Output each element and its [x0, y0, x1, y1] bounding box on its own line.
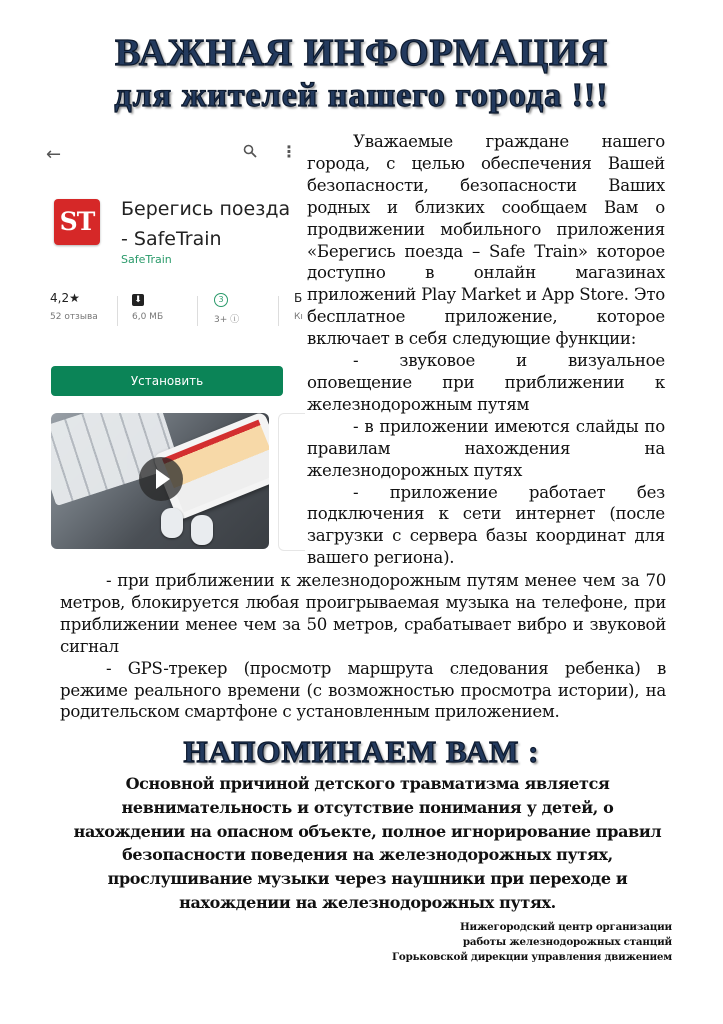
screenshot-card: [278, 413, 305, 551]
age-rating: 3+ ⓘ: [214, 315, 240, 325]
app-title-line2: - SafeTrain: [121, 228, 222, 250]
more-vert-icon: ⋮: [281, 142, 297, 161]
reminder-line: невнимательность и отсутствие понимания у детей, о: [121, 797, 614, 817]
stat-divider: [278, 296, 279, 326]
headline-title: ВАЖНАЯ ИНФОРМАЦИЯ: [114, 32, 609, 74]
reminder-line: нахождении на железнодорожных путях.: [179, 892, 556, 912]
play-icon[interactable]: [139, 457, 183, 501]
more-features: [60, 570, 666, 723]
reminder-text: [55, 772, 680, 915]
intro-text: [307, 131, 665, 569]
install-button[interactable]: Установить: [51, 366, 283, 396]
age-rating-icon: 3: [214, 293, 228, 307]
search-icon: [243, 144, 257, 158]
stat-size: [132, 290, 163, 330]
reminder-line: прослушивание музыки через наушники при переходе и: [107, 869, 628, 889]
arrow-left-icon: ←: [46, 144, 62, 165]
download-icon: ⬇: [132, 294, 144, 306]
feature-item: - при приближении к железнодорожным путям менее чем за 70 метров, блокируется любая проигрываемая музыка на телефоне, при приближении менее чем за 50 метров, срабатывает вибро и звуковой сигнал: [60, 571, 666, 656]
stat-age: [214, 290, 239, 330]
feature-item: - в приложении имеются слайды по правилам нахождения на железнодорожных путях: [307, 416, 665, 480]
reminder-line: нахождении на опасном объекте, полное игнорирование правил: [73, 821, 662, 841]
stat-divider: [117, 296, 118, 326]
earbud-image: [161, 508, 183, 538]
app-title: [121, 194, 290, 254]
reminder-title: НАПОМИНАЕМ ВАМ :: [183, 734, 540, 769]
app-size: 6,0 МБ: [132, 312, 164, 322]
reviews-count: 52 отзыва: [50, 312, 98, 322]
headline-subtitle: для жителей нашего города !!!: [114, 77, 609, 114]
earbud-image: [191, 515, 213, 545]
video-preview[interactable]: [51, 413, 269, 549]
signature-line: Горьковской дирекции управления движением: [392, 951, 672, 963]
stat-extra-top: Б: [294, 291, 303, 305]
feature-item: - звуковое и визуальное оповещение при приближении к железнодорожным путям: [307, 351, 665, 414]
stat-rating: [50, 290, 98, 330]
developer-name: SafeTrain: [121, 253, 172, 266]
app-icon: ST: [54, 199, 100, 245]
intro-paragraph: Уважаемые граждане нашего города, с целью обеспечения Вашей безопасности, безопасности Ваших родных и близких сообщаем Вам о продвижении мобильного приложения «Берегись поезда – Safe Train» которое доступно в онлайн магазинах приложений Play Market и App Store. Это бесплатное приложение, которое включает в себя следующие функции:: [307, 132, 665, 349]
signature-line: Нижегородский центр организации: [460, 921, 672, 933]
app-title-line1: Берегись поезда: [121, 198, 291, 220]
reminder-line: Основной причиной детского травматизма является: [125, 774, 610, 793]
stat-extra-sub: Кı: [294, 312, 303, 322]
stat-divider: [197, 296, 198, 326]
stat-extra: [294, 290, 303, 330]
app-stats: [50, 290, 305, 340]
play-store-screenshot: [40, 130, 305, 560]
reminder-line: безопасности поведения на железнодорожных путях,: [122, 845, 613, 865]
feature-item: - GPS-трекер (просмотр маршрута следования ребенка) в режиме реального времени (с возможностью просмотра истории), на родительском смартфоне с установленным приложением.: [60, 658, 666, 722]
signature-line: работы железнодорожных станций: [462, 936, 672, 948]
signature: [392, 920, 672, 965]
feature-item: - приложение работает без подключения к сети интернет (после загрузки с сервера базы координат для вашего региона).: [307, 482, 665, 568]
rating-value: 4,2★: [50, 291, 80, 305]
